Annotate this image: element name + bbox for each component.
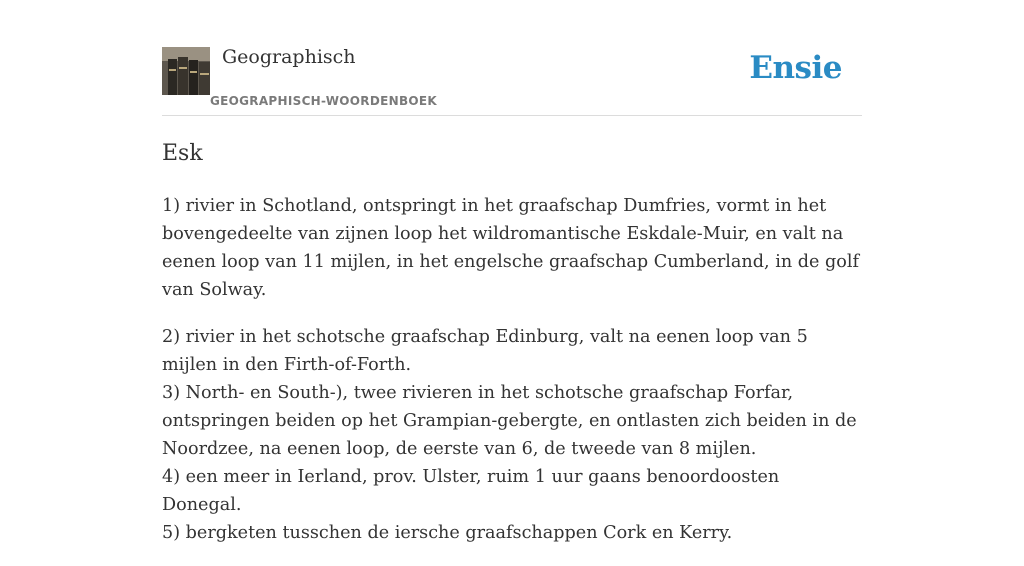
definition-4: 4) een meer in Ierland, prov. Ulster, ruim 1 uur gaans benoordoosten Donegal. — [162, 467, 780, 515]
header — [162, 0, 862, 116]
definition-5: 5) bergketen tusschen de iersche graafschappen Cork en Kerry. — [162, 523, 733, 543]
source-subtitle[interactable]: GEOGRAPHISCH-WOORDENBOEK — [210, 94, 437, 108]
paragraph-2 — [162, 323, 862, 547]
brand-logo[interactable]: Ensie — [749, 50, 842, 86]
avatar[interactable] — [162, 47, 210, 95]
definition-1: 1) rivier in Schotland, ontspringt in het graafschap Dumfries, vormt in het bovengedeelte van zijnen loop het wildromantische Eskdale-Muir, en valt na eenen loop van 11 mijlen, in het engelsche graafschap Cumberland, in de golf van Solway. — [162, 196, 860, 300]
books-image-icon — [162, 47, 210, 95]
definition-3: 3) North- en South-), twee rivieren in het schotsche graafschap Forfar, ontspringen beiden op het Grampian-gebergte, en ontlasten zich beiden in de Noordzee, na eenen loop, de eerste van 6, de tweede van 8 mijlen. — [162, 383, 857, 459]
paragraph-1 — [162, 192, 862, 304]
entry-content — [162, 192, 862, 566]
source-title[interactable]: Geographisch — [222, 46, 356, 68]
entry-title: Esk — [162, 141, 203, 166]
definition-2: 2) rivier in het schotsche graafschap Edinburg, valt na eenen loop van 5 mijlen in den Firth-of-Forth. — [162, 327, 808, 375]
